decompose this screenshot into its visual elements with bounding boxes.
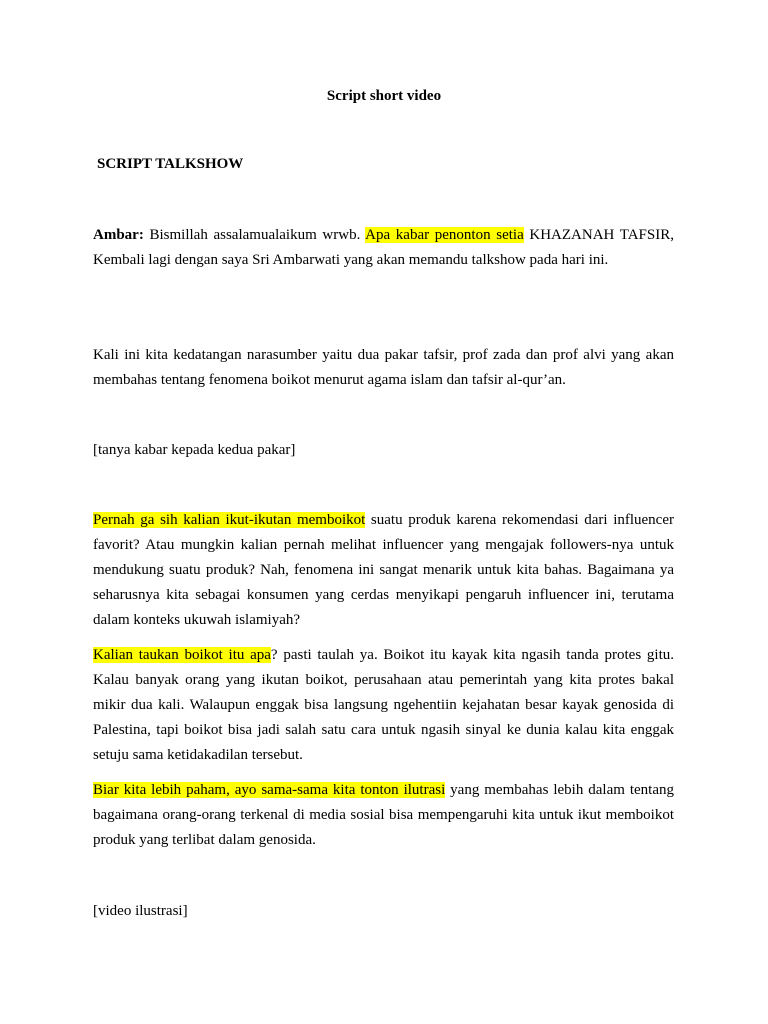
paragraph-guests: Kali ini kita kedatangan narasumber yaitu dua pakar tafsir, prof zada dan prof alvi yang akan membahas tentang fenomena boikot menurut agama islam dan tafsir al-qur’an.	[93, 347, 674, 388]
stage-direction: [video ilustrasi]	[93, 903, 188, 919]
paragraph-text: ? pasti taulah ya. Boikot itu kayak kita ngasih tanda protes gitu. Kalau banyak orang yang ikutan boikot, perusahaan atau pemerintah yang kita protes bakal mikir dua kali. Walaupun enggak bisa langsung ngehentiin kejahatan besar kayak genosida di Palestina, tapi boikot bisa jadi salah satu cara untuk ngasih sinyal ke dunia kalau kita enggak setuju sama ketidakadilan tersebut.	[93, 647, 674, 763]
paragraph-boikot	[93, 643, 674, 768]
paragraph-text: KHAZANAH TAFSIR, Kembali lagi dengan saya Sri Ambarwati yang akan memandu talkshow pada hari ini.	[93, 227, 674, 268]
paragraph-illustration	[93, 778, 674, 853]
highlighted-text: Kalian taukan boikot itu apa	[93, 647, 271, 663]
paragraph-text: yang membahas lebih dalam tentang bagaimana orang-orang terkenal di media sosial bisa mempengaruhi kita untuk ikut memboikot produk yang terlibat dalam genosida.	[93, 782, 674, 848]
highlighted-text: Apa kabar penonton setia	[365, 227, 524, 243]
section-title: SCRIPT TALKSHOW	[97, 156, 244, 172]
paragraph-text: Bismillah assalamualaikum wrwb.	[143, 227, 366, 243]
paragraph-opening	[93, 223, 674, 273]
highlighted-text: Pernah ga sih kalian ikut-ikutan memboikot	[93, 512, 366, 528]
stage-direction: [tanya kabar kepada kedua pakar]	[93, 442, 296, 458]
speaker-label: Ambar:	[93, 227, 144, 243]
highlighted-text: Biar kita lebih paham, ayo sama-sama kita tonton ilutrasi	[93, 782, 446, 798]
paragraph-influencer	[93, 508, 674, 633]
paragraph-text: suatu produk karena rekomendasi dari influencer favorit? Atau mungkin kalian pernah melihat influencer yang mengajak followers-nya untuk mendukung suatu produk? Nah, fenomena ini sangat menarik untuk kita bahas. Bagaimana ya seharusnya kita sebagai konsumen yang cerdas menyikapi pengaruh influencer ini, terutama dalam konteks ukuwah islamiyah?	[93, 512, 674, 628]
document-title: Script short video	[326, 88, 442, 104]
